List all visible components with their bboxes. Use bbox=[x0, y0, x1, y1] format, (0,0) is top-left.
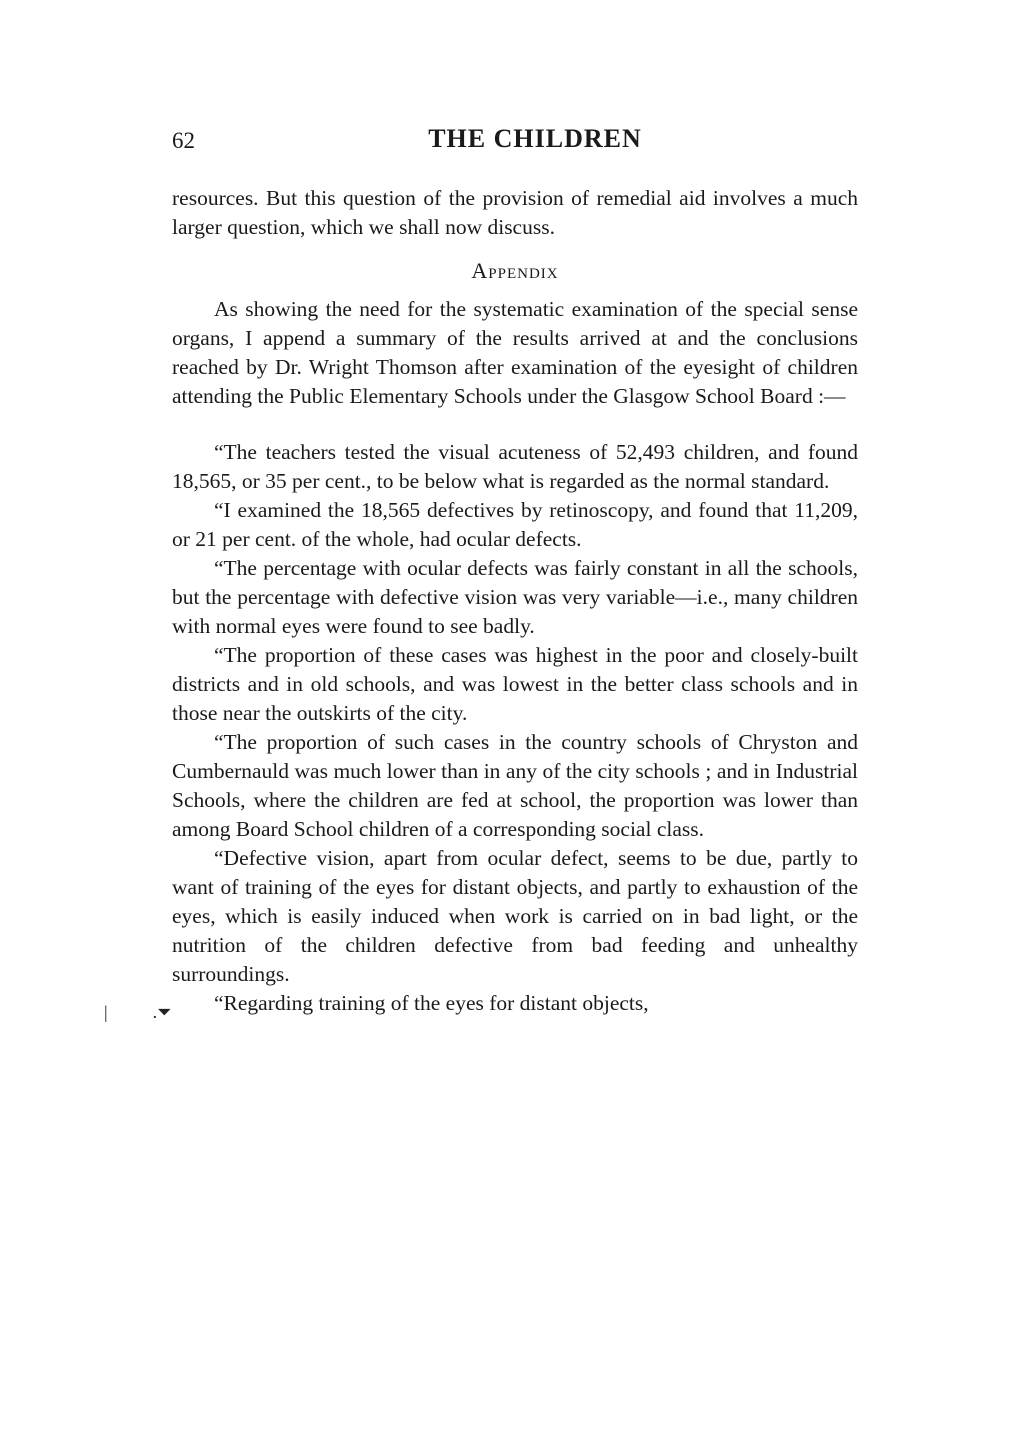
quote-paragraph: “The teachers tested the visual acuteness of 52,493 children, and found 18,565, or 35 per cent., to be below what is regarded as the normal standard. bbox=[172, 440, 858, 493]
quote-paragraph: “I examined the 18,565 defectives by retinoscopy, and found that 11,209, or 21 per cent. of the whole, had ocular defects. bbox=[172, 498, 858, 551]
section-gap bbox=[172, 411, 858, 438]
body-text bbox=[172, 184, 858, 1018]
quote-paragraph: “Defective vision, apart from ocular defect, seems to be due, partly to want of training of the eyes for distant objects, and partly to exhaustion of the eyes, which is easily induced when work is carried on in bad light, or the nutrition of the children defective from bad feeding and unhealthy surroundings. bbox=[172, 846, 858, 986]
footer-marks bbox=[104, 1002, 172, 1023]
quote-paragraph: “Regarding training of the eyes for distant objects, bbox=[214, 991, 649, 1015]
quote-paragraph: “The percentage with ocular defects was fairly constant in all the schools, but the percentage with defective vision was very variable—i.e., many children with normal eyes were found to see badly. bbox=[172, 556, 858, 638]
paragraph-continuation: resources. But this question of the provision of remedial aid involves a much larger question, which we shall now discuss. bbox=[172, 186, 858, 239]
quote-paragraph: “The proportion of such cases in the country schools of Chryston and Cumbernauld was much lower than in any of the city schools ; and in Industrial Schools, where the children are fed at school, the proportion was lower than among Board School children of a corresponding social class. bbox=[172, 730, 858, 841]
footer-mark-glyph: .⏷ bbox=[152, 1002, 172, 1022]
appendix-heading: Appendix bbox=[471, 258, 559, 283]
footer-mark-bar: | bbox=[104, 1002, 108, 1022]
quote-paragraph: “The proportion of these cases was highest in the poor and closely-built districts and in old schools, and was lowest in the better class schools and in those near the outskirts of the city. bbox=[172, 643, 858, 725]
page-number: 62 bbox=[172, 128, 195, 153]
paragraph-intro: As showing the need for the systematic examination of the special sense organs, I append a summary of the results arrived at and the conclusions reached by Dr. Wright Thomson after examination of the eyesight of children attending the Public Elementary Schools under the Glasgow School Board :— bbox=[172, 297, 858, 408]
running-title: THE CHILDREN bbox=[428, 124, 642, 153]
page-header bbox=[172, 124, 858, 164]
